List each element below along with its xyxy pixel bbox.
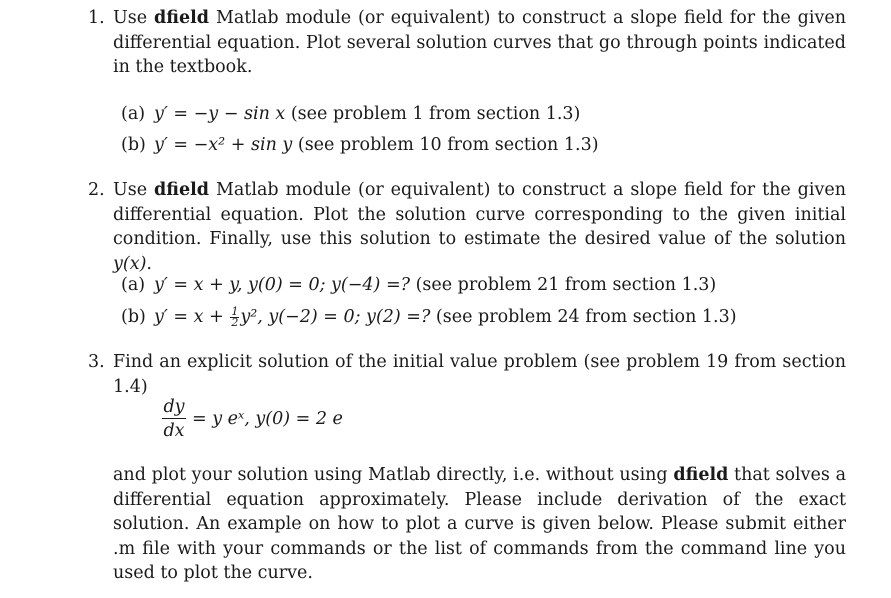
problem-1b: (b) y′ = −x² + sin y (see problem 10 from section 1.3): [121, 135, 599, 155]
equation-1b: y′ = −x² + sin y: [154, 135, 293, 155]
problem-3-instructions: and plot your solution using Matlab directly, i.e. without using dfield that solves a differential equation approximately. Please include derivation of the exact solution. An example on how to plot a curve is given below. Please submit either .m file with your commands or the list of commands from the command line you used to plot the curve.: [113, 465, 847, 584]
problem-2-statement: Use dfield Matlab module (or equivalent) to construct a slope field for the given differential equation. Plot the solution curve corresponding to the given initial condition. Finally, use this solution to estimate the desired value of the solution y(x).: [113, 180, 846, 274]
problem-3-number: 3.: [88, 352, 105, 372]
equation-rhs: = y eˣ, y(0) = 2 e: [192, 409, 343, 429]
dfield-keyword: dfield: [154, 180, 210, 200]
problem-1-statement: Use dfield Matlab module (or equivalent) to construct a slope field for the given differential equation. Plot several solution curves that go through points indicated in the textbook.: [113, 8, 846, 78]
equation-1a: y′ = −y − sin x: [154, 104, 286, 124]
equation-2a: y′ = x + y, y(0) = 0; y(−4) =?: [154, 275, 410, 295]
problem-2b: (b) y′ = x + $\frac{1}{2}$ y², y(−2) = 0; y(2) =? (see problem 24 from section 1.3): [121, 305, 737, 329]
problem-1a: (a) y′ = −y − sin x (see problem 1 from section 1.3): [121, 104, 581, 124]
dfield-keyword: dfield: [154, 8, 210, 28]
equation-2b: y′ = x + $\frac{1}{2}$ y², y(−2) = 0; y(2) =?: [154, 305, 431, 329]
problem-3-statement: Find an explicit solution of the initial value problem (see problem 19 from section 1.4): [113, 352, 846, 397]
problem-2a: (a) y′ = x + y, y(0) = 0; y(−4) =? (see problem 21 from section 1.3): [121, 275, 717, 295]
problem-1-number: 1.: [88, 8, 105, 28]
problem-2-number: 2.: [88, 180, 105, 200]
one-half-fraction: $\frac{1}{2}$: [231, 305, 239, 329]
dy-dx-fraction: dy dx: [163, 397, 185, 441]
dfield-keyword: dfield: [673, 465, 729, 485]
